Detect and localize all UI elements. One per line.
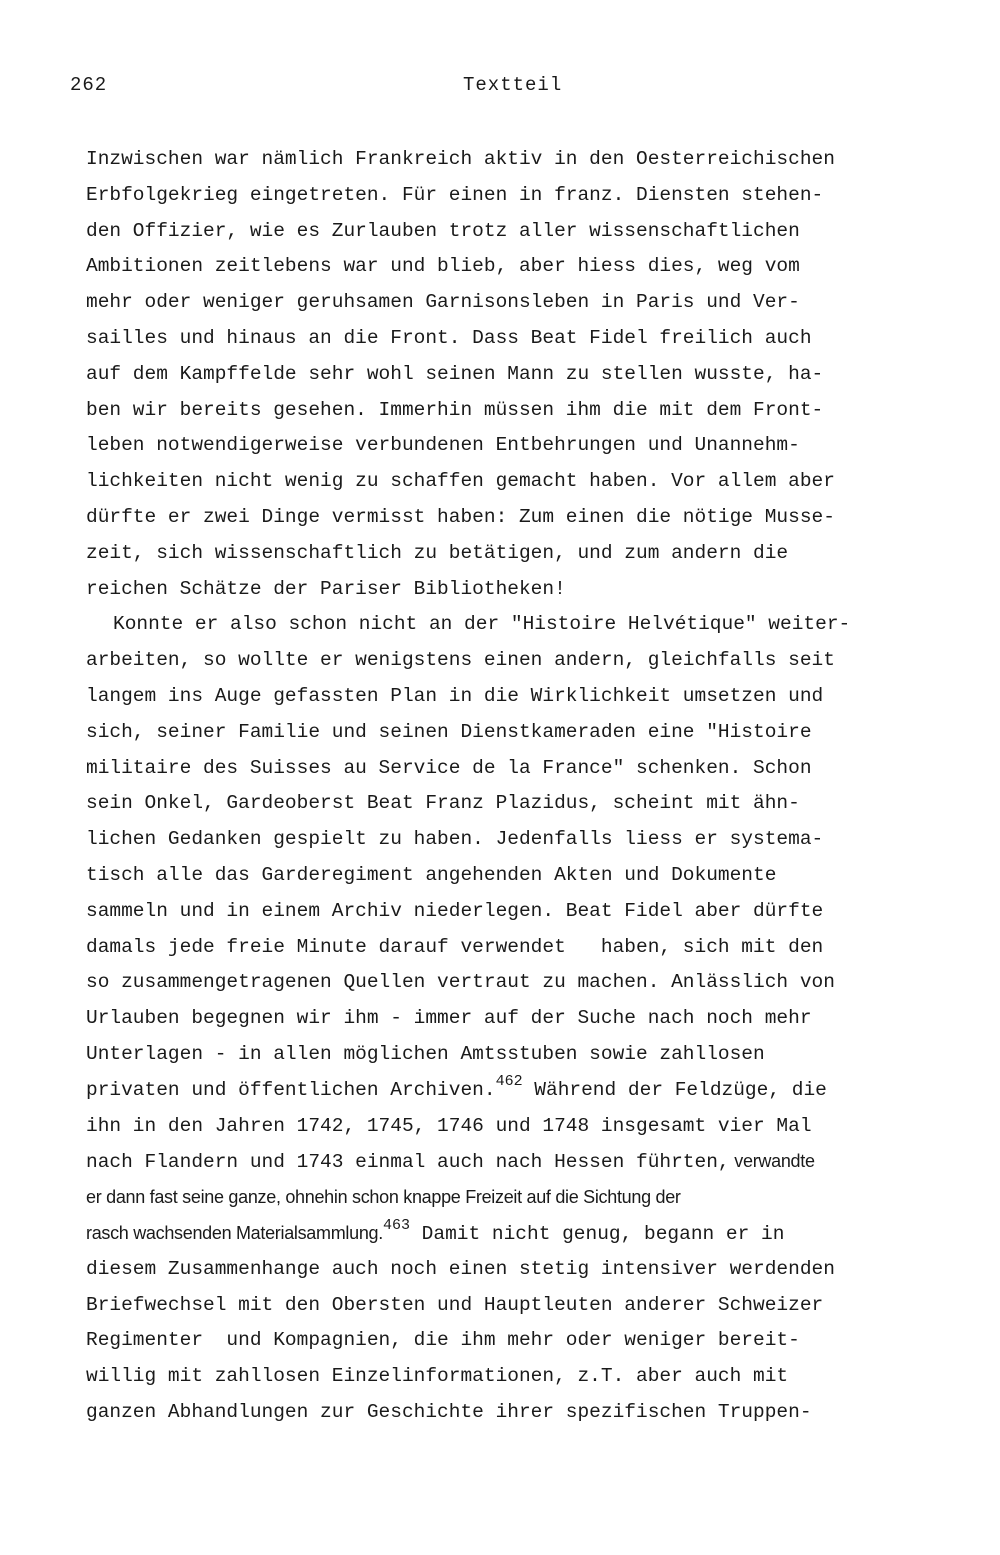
paragraph-2 xyxy=(86,607,966,1430)
text-line: den Offizier, wie es Zurlauben trotz aller wissenschaftlichen xyxy=(86,219,800,242)
text-line-proportional xyxy=(86,1180,966,1216)
footnote-marker: 462 xyxy=(495,1073,523,1091)
text-line: damals jede freie Minute darauf verwendet haben, sich mit den xyxy=(86,935,824,958)
text-line: sein Onkel, Gardeoberst Beat Franz Plazidus, scheint mit ähn- xyxy=(86,792,800,815)
text-line: militaire des Suisses au Service de la France" schenken. Schon xyxy=(86,756,812,779)
text-segment: nach Flandern und 1743 einmal auch nach Hessen führten, xyxy=(86,1151,730,1174)
text-line: Inzwischen war nämlich Frankreich aktiv in den Oesterreichischen xyxy=(86,148,835,170)
text-line-with-footnote xyxy=(86,1073,966,1109)
text-line: Regimenter und Kompagnien, die ihm mehr oder weniger bereit- xyxy=(86,1329,800,1352)
body-text xyxy=(86,142,966,1431)
text-line: lichkeiten nicht wenig zu schaffen gemacht haben. Vor allem aber xyxy=(86,470,835,493)
text-segment-proportional: rasch wachsenden Materialsammlung. xyxy=(86,1222,383,1243)
text-line: ganzen Abhandlungen zur Geschichte ihrer spezifischen Truppen- xyxy=(86,1400,812,1423)
text-segment: Während der Feldzüge, die xyxy=(522,1078,827,1101)
text-line: willig mit zahllosen Einzelinformationen, z.T. aber auch mit xyxy=(86,1365,789,1388)
text-line: sich, seiner Familie und seinen Dienstkameraden eine "Histoire xyxy=(86,720,812,743)
text-line: reichen Schätze der Pariser Bibliotheken! xyxy=(86,577,566,600)
text-segment: Freizeit auf die Sichtung der xyxy=(460,1187,681,1208)
text-line: leben notwendigerweise verbundenen Entbehrungen und Unannehm- xyxy=(86,434,800,457)
text-line: Konnte er also schon nicht an der "Histoire Helvétique" weiter- xyxy=(113,613,851,636)
text-segment: privaten und öffentlichen Archiven. xyxy=(86,1078,496,1101)
footnote-marker: 463 xyxy=(382,1217,410,1235)
running-head: Textteil xyxy=(463,74,563,96)
text-segment-proportional: verwandte xyxy=(729,1151,815,1172)
text-line-with-footnote xyxy=(86,1216,966,1252)
text-line: Briefwechsel mit den Obersten und Hauptleuten anderer Schweizer xyxy=(86,1293,824,1316)
text-segment: Damit nicht genug, begann er in xyxy=(409,1222,785,1245)
text-line: mehr oder weniger geruhsamen Garnisonsleben in Paris und Ver- xyxy=(86,291,800,314)
text-line: sammeln und in einem Archiv niederlegen. Beat Fidel aber dürfte xyxy=(86,899,824,922)
text-line: Erbfolgekrieg eingetreten. Für einen in franz. Diensten stehen- xyxy=(86,183,824,206)
text-line: tisch alle das Garderegiment angehenden Akten und Dokumente xyxy=(86,863,777,886)
text-line: ben wir bereits gesehen. Immerhin müssen ihm die mit dem Front- xyxy=(86,398,824,421)
paragraph-1 xyxy=(86,142,966,607)
text-line: lichen Gedanken gespielt zu haben. Jedenfalls liess er systema- xyxy=(86,828,824,851)
text-line: auf dem Kampffelde sehr wohl seinen Mann zu stellen wusste, ha- xyxy=(86,362,824,385)
page-number: 262 xyxy=(70,74,108,96)
text-line-mixed xyxy=(86,1144,966,1180)
text-line: zeit, sich wissenschaftlich zu betätigen, und zum andern die xyxy=(86,541,789,564)
text-segment: er dann fast seine ganze, ohnehin schon knappe xyxy=(86,1187,461,1208)
text-line: Ambitionen zeitlebens war und blieb, aber hiess dies, weg vom xyxy=(86,255,800,278)
text-line: sailles und hinaus an die Front. Dass Beat Fidel freilich auch xyxy=(86,326,812,349)
text-line: arbeiten, so wollte er wenigstens einen andern, gleichfalls seit xyxy=(86,649,835,672)
text-line: diesem Zusammenhange auch noch einen stetig intensiver werdenden xyxy=(86,1257,835,1280)
text-line: dürfte er zwei Dinge vermisst haben: Zum einen die nötige Musse- xyxy=(86,505,835,528)
text-line: so zusammengetragenen Quellen vertraut zu machen. Anlässlich von xyxy=(86,971,835,994)
text-line: Urlauben begegnen wir ihm - immer auf der Suche nach noch mehr xyxy=(86,1007,812,1030)
text-line: langem ins Auge gefassten Plan in die Wirklichkeit umsetzen und xyxy=(86,684,824,707)
text-line: Unterlagen - in allen möglichen Amtsstuben sowie zahllosen xyxy=(86,1042,765,1065)
text-line: ihn in den Jahren 1742, 1745, 1746 und 1748 insgesamt vier Mal xyxy=(86,1114,812,1137)
